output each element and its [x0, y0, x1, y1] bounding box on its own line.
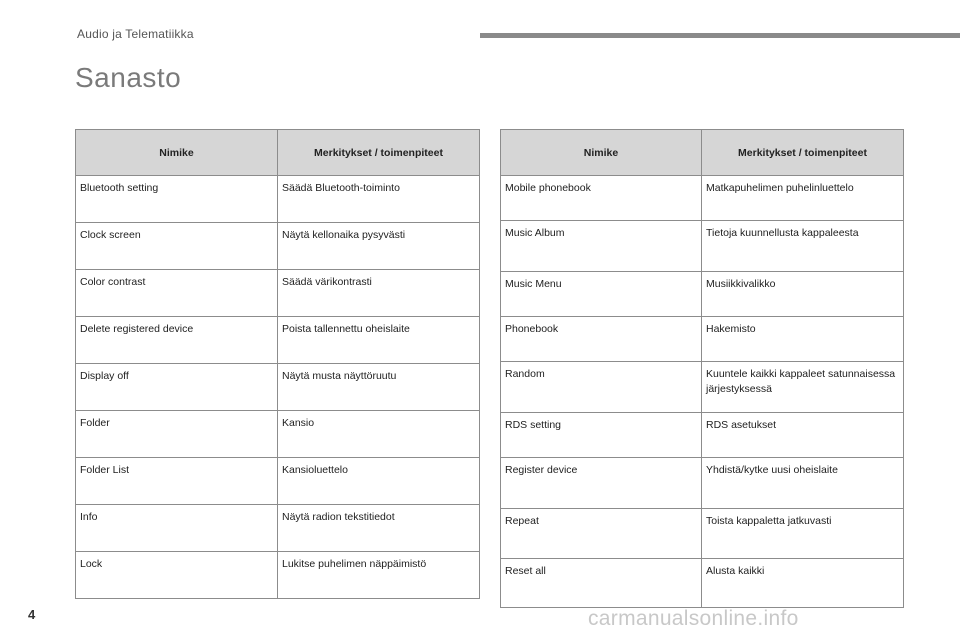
meaning-cell: Näytä musta näyttöruutu — [278, 364, 480, 411]
glossary-table-left — [75, 129, 480, 599]
term-cell: Reset all — [501, 559, 702, 608]
term-cell: Folder List — [76, 458, 278, 505]
glossary-table-right — [500, 129, 904, 608]
table-row — [76, 270, 480, 317]
table-row — [501, 176, 904, 221]
table-row — [501, 559, 904, 608]
table-row — [76, 505, 480, 552]
table-row — [76, 364, 480, 411]
column-header-term: Nimike — [501, 130, 702, 176]
term-cell: Clock screen — [76, 223, 278, 270]
term-cell: Register device — [501, 458, 702, 509]
section-title: Audio ja Telematiikka — [77, 27, 194, 41]
meaning-cell: Näytä radion tekstitiedot — [278, 505, 480, 552]
page-title: Sanasto — [75, 62, 182, 93]
meaning-cell: Säädä Bluetooth-toiminto — [278, 176, 480, 223]
term-cell: Info — [76, 505, 278, 552]
table-row — [501, 221, 904, 272]
table-row — [76, 317, 480, 364]
meaning-cell: Näytä kellonaika pysyvästi — [278, 223, 480, 270]
term-cell: Delete registered device — [76, 317, 278, 364]
table-row — [76, 411, 480, 458]
term-cell: Color contrast — [76, 270, 278, 317]
table-header-row — [76, 130, 480, 176]
table-row — [501, 272, 904, 317]
table-row — [76, 176, 480, 223]
table-row — [501, 317, 904, 362]
term-cell: RDS setting — [501, 413, 702, 458]
meaning-cell: Alusta kaikki — [702, 559, 904, 608]
column-header-meaning: Merkitykset / toimenpiteet — [702, 130, 904, 176]
term-cell: Repeat — [501, 509, 702, 559]
term-cell: Random — [501, 362, 702, 413]
term-cell: Bluetooth setting — [76, 176, 278, 223]
meaning-cell: Kuuntele kaikki kappaleet satunnaisessa järjestyksessä — [702, 362, 904, 413]
column-header-term: Nimike — [76, 130, 278, 176]
column-header-meaning: Merkitykset / toimenpiteet — [278, 130, 480, 176]
term-cell: Folder — [76, 411, 278, 458]
meaning-cell: Säädä värikontrasti — [278, 270, 480, 317]
table-header-row — [501, 130, 904, 176]
term-cell: Music Menu — [501, 272, 702, 317]
term-cell: Phonebook — [501, 317, 702, 362]
table-row — [501, 509, 904, 559]
meaning-cell: RDS asetukset — [702, 413, 904, 458]
term-cell: Display off — [76, 364, 278, 411]
term-cell: Music Album — [501, 221, 702, 272]
meaning-cell: Matkapuhelimen puhelinluettelo — [702, 176, 904, 221]
meaning-cell: Kansioluettelo — [278, 458, 480, 505]
term-cell: Lock — [76, 552, 278, 599]
table-row — [501, 413, 904, 458]
term-cell: Mobile phonebook — [501, 176, 702, 221]
meaning-cell: Hakemisto — [702, 317, 904, 362]
meaning-cell: Lukitse puhelimen näppäimistö — [278, 552, 480, 599]
page-number: 4 — [28, 607, 36, 622]
watermark: carmanualsonline.info — [588, 607, 799, 630]
table-row — [501, 362, 904, 413]
table-row — [76, 458, 480, 505]
table-row — [76, 552, 480, 599]
header-divider-bar — [480, 33, 960, 38]
table-row — [501, 458, 904, 509]
meaning-cell: Kansio — [278, 411, 480, 458]
meaning-cell: Musiikkivalikko — [702, 272, 904, 317]
meaning-cell: Toista kappaletta jatkuvasti — [702, 509, 904, 559]
table-row — [76, 223, 480, 270]
meaning-cell: Tietoja kuunnellusta kappaleesta — [702, 221, 904, 272]
meaning-cell: Poista tallennettu oheislaite — [278, 317, 480, 364]
meaning-cell: Yhdistä/kytke uusi oheislaite — [702, 458, 904, 509]
